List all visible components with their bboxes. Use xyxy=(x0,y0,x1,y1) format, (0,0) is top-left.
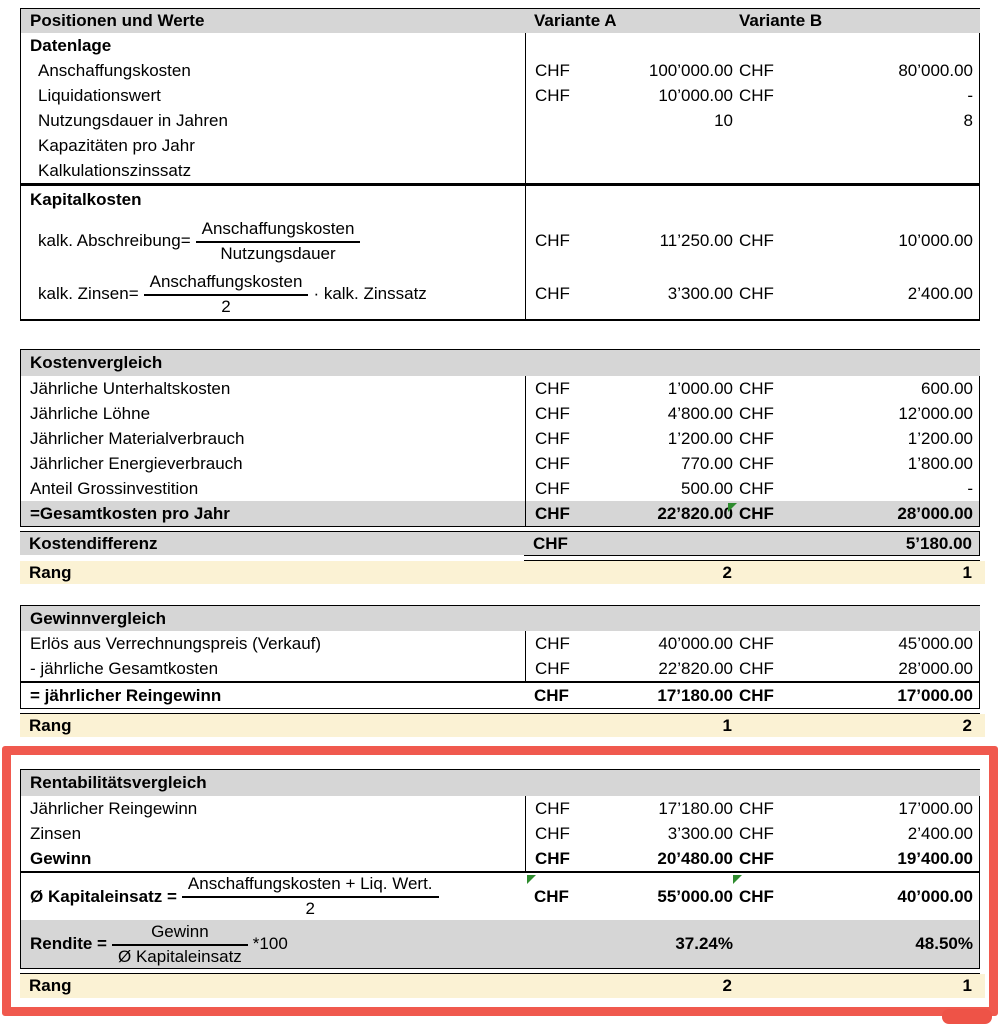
currency-a: CHF xyxy=(535,85,570,105)
formula-row-zinsen xyxy=(21,269,979,319)
total-row-reingewinn xyxy=(21,683,979,708)
value-a: 100’000.00 xyxy=(648,60,733,80)
formula-suffix: · kalk. Zinssatz xyxy=(313,284,427,303)
value-b: 5’180.00 xyxy=(905,533,972,553)
currency-b: CHF xyxy=(739,685,774,705)
currency-a: CHF xyxy=(535,60,570,80)
formula-label: Ø Kapitaleinsatz = xyxy=(30,886,177,906)
table-row xyxy=(21,796,979,821)
value-a: 22’820.00 xyxy=(658,658,733,678)
row-label: Jährlicher Reingewinn xyxy=(30,798,198,818)
value-b: 12’000.00 xyxy=(898,403,973,423)
currency-b: CHF xyxy=(739,848,774,868)
table-row xyxy=(21,108,979,133)
rentabilitaet-formula-rows xyxy=(20,873,980,968)
formula-suffix: *100 xyxy=(252,934,288,953)
value-a: 10’000.00 xyxy=(658,85,733,105)
currency-a: CHF xyxy=(535,658,570,678)
fraction-denominator: Ø Kapitaleinsatz xyxy=(118,946,242,966)
currency-a: CHF xyxy=(535,378,570,398)
value-b: 8 xyxy=(963,110,973,130)
value-b: 10’000.00 xyxy=(898,231,973,250)
value-b: 1’800.00 xyxy=(907,453,973,473)
currency-b: CHF xyxy=(739,403,774,423)
table-row xyxy=(21,821,979,846)
rang-b: 1 xyxy=(962,976,972,995)
value-b: 2’400.00 xyxy=(907,284,973,303)
section-title: Rentabilitätsvergleich xyxy=(21,770,980,796)
value-b: 40’000.00 xyxy=(897,886,973,906)
section-title: Gewinnvergleich xyxy=(21,606,980,631)
rang-row-gewinnvergleich xyxy=(20,714,985,737)
currency-a: CHF xyxy=(533,533,568,553)
fraction-numerator: Anschaffungskosten xyxy=(144,272,309,296)
total-row-gesamtkosten xyxy=(21,501,979,526)
row-label: Zinsen xyxy=(30,823,82,843)
value-a: 37.24% xyxy=(675,934,733,953)
currency-a: CHF xyxy=(535,633,570,653)
calculation-sheet xyxy=(20,8,980,998)
currency-a: CHF xyxy=(535,823,570,843)
row-label: Kalkulationszinssatz xyxy=(38,160,192,180)
row-label: Anschaffungskosten xyxy=(38,60,191,80)
currency-a: CHF xyxy=(534,886,569,906)
value-a: 11’250.00 xyxy=(659,231,733,250)
row-label: = jährlicher Reingewinn xyxy=(30,685,222,705)
section-gewinnvergleich-header xyxy=(20,606,980,631)
currency-b: CHF xyxy=(739,85,774,105)
fraction xyxy=(196,219,361,263)
row-label: Liquidationswert xyxy=(38,85,161,105)
currency-b: CHF xyxy=(739,428,774,448)
fraction-numerator: Anschaffungskosten xyxy=(196,219,361,243)
header-title: Positionen und Werte xyxy=(30,11,205,30)
section-title: Kostenvergleich xyxy=(21,350,980,376)
value-a: 17’180.00 xyxy=(657,685,733,705)
row-label: Jährlicher Energieverbrauch xyxy=(30,453,243,473)
section-title-row xyxy=(21,186,979,213)
cell-error-flag-icon xyxy=(728,503,737,512)
value-a: 10 xyxy=(714,110,733,130)
fraction-denominator: 2 xyxy=(305,899,315,918)
currency-b: CHF xyxy=(739,60,774,80)
row-label: Anteil Grossinvestition xyxy=(30,478,199,498)
value-b: 17’000.00 xyxy=(897,685,973,705)
fraction-numerator: Gewinn xyxy=(112,922,248,946)
currency-a: CHF xyxy=(535,848,570,868)
table-row xyxy=(21,476,979,501)
row-label: Nutzungsdauer in Jahren xyxy=(38,110,228,130)
formula-row-abschreibung xyxy=(21,213,979,269)
value-a: 20’480.00 xyxy=(657,848,733,868)
currency-b: CHF xyxy=(739,658,774,678)
fraction-denominator: 2 xyxy=(221,296,231,316)
formula-label: Rendite = xyxy=(30,934,107,953)
section-kostenvergleich-header xyxy=(20,350,980,376)
table-row xyxy=(21,158,979,183)
formula-label: kalk. Zinsen= xyxy=(38,284,139,303)
currency-b: CHF xyxy=(739,823,774,843)
section-title: Kapitalkosten xyxy=(30,189,142,209)
section-kapitalkosten xyxy=(20,186,980,319)
row-label: Kapazitäten pro Jahr xyxy=(38,135,195,155)
value-b: 17’000.00 xyxy=(898,798,973,818)
table-header-row xyxy=(20,8,980,33)
currency-b: CHF xyxy=(739,478,774,498)
value-b: 28’000.00 xyxy=(897,503,973,523)
value-b: 45’000.00 xyxy=(898,633,973,653)
currency-b: CHF xyxy=(739,503,774,523)
value-a: 1’200.00 xyxy=(667,428,733,448)
row-label: Rang xyxy=(29,562,72,582)
value-b: - xyxy=(967,85,973,105)
currency-a: CHF xyxy=(535,284,570,303)
cell-error-flag-icon xyxy=(733,875,742,884)
table-row xyxy=(21,376,979,401)
currency-a: CHF xyxy=(535,428,570,448)
row-label: Erlös aus Verrechnungspreis (Verkauf) xyxy=(30,633,322,653)
fraction-denominator: Nutzungsdauer xyxy=(220,243,336,263)
total-row-reingewinn-wrap xyxy=(20,683,980,708)
section-gewinnvergleich xyxy=(20,631,980,681)
value-b: 80’000.00 xyxy=(898,60,973,80)
fraction-numerator: Anschaffungskosten + Liq. Wert. xyxy=(182,874,439,898)
section-title: Datenlage xyxy=(30,35,112,55)
section-datenlage xyxy=(20,33,980,183)
value-b: 2’400.00 xyxy=(907,823,973,843)
fraction xyxy=(182,874,439,918)
currency-a: CHF xyxy=(534,685,569,705)
value-a: 4’800.00 xyxy=(667,403,733,423)
currency-b: CHF xyxy=(739,231,774,250)
table-row xyxy=(21,656,979,681)
currency-a: CHF xyxy=(535,478,570,498)
annotation-resize-handle[interactable] xyxy=(942,1009,992,1024)
table-row xyxy=(21,133,979,158)
row-label: Rang xyxy=(29,976,72,995)
value-a: 770.00 xyxy=(681,453,733,473)
value-a: 22’820.00 xyxy=(657,503,733,523)
rang-a: 1 xyxy=(722,715,732,735)
table-row xyxy=(21,58,979,83)
value-b: 28’000.00 xyxy=(898,658,973,678)
value-a: 500.00 xyxy=(681,478,733,498)
table-row xyxy=(21,631,979,656)
row-label: Rang xyxy=(29,715,72,735)
row-label: - jährliche Gesamtkosten xyxy=(30,658,219,678)
table-row xyxy=(21,83,979,108)
row-label: =Gesamtkosten pro Jahr xyxy=(30,503,230,523)
table-row xyxy=(21,401,979,426)
rang-b: 1 xyxy=(962,562,972,582)
header-variante-b: Variante B xyxy=(739,11,823,30)
row-kostendifferenz xyxy=(20,532,979,555)
value-a: 17’180.00 xyxy=(658,798,733,818)
cell-error-flag-icon xyxy=(527,875,536,884)
currency-a: CHF xyxy=(535,798,570,818)
header-variante-a: Variante A xyxy=(534,11,617,30)
value-a: 1’000.00 xyxy=(667,378,733,398)
row-label: Jährliche Unterhaltskosten xyxy=(30,378,231,398)
value-b: 19’400.00 xyxy=(897,848,973,868)
value-b: 600.00 xyxy=(921,378,973,398)
value-b: 48.50% xyxy=(915,934,973,953)
section-rentabilitaet xyxy=(20,796,980,871)
section-kostenvergleich xyxy=(20,376,980,526)
currency-b: CHF xyxy=(739,633,774,653)
fraction xyxy=(112,922,248,966)
value-b: 1’200.00 xyxy=(907,428,973,448)
currency-b: CHF xyxy=(739,886,774,906)
table-row xyxy=(21,451,979,476)
currency-b: CHF xyxy=(739,284,774,303)
value-a: 3’300.00 xyxy=(667,823,733,843)
formula-label: kalk. Abschreibung= xyxy=(38,231,191,250)
rang-b: 2 xyxy=(962,715,972,735)
currency-b: CHF xyxy=(739,378,774,398)
currency-a: CHF xyxy=(535,503,570,523)
rang-a: 2 xyxy=(722,976,732,995)
fraction xyxy=(144,272,309,316)
currency-a: CHF xyxy=(535,403,570,423)
row-kostendifferenz-wrap xyxy=(20,532,980,555)
formula-row-rendite xyxy=(21,920,979,968)
section-rentabilitaet-header xyxy=(20,770,980,796)
value-a: 3’300.00 xyxy=(667,284,733,303)
row-label: Gewinn xyxy=(30,848,92,868)
formula-row-kapitaleinsatz xyxy=(21,873,979,920)
currency-a: CHF xyxy=(535,231,570,250)
row-label: Kostendifferenz xyxy=(29,533,158,553)
currency-a: CHF xyxy=(535,453,570,473)
row-gewinn xyxy=(21,846,979,871)
rang-row-rentabilitaet xyxy=(20,974,985,998)
value-a: 40’000.00 xyxy=(658,633,733,653)
rang-row-kostenvergleich xyxy=(20,561,985,584)
row-label: Jährliche Löhne xyxy=(30,403,151,423)
currency-b: CHF xyxy=(739,798,774,818)
table-row xyxy=(21,426,979,451)
rang-a: 2 xyxy=(722,562,732,582)
value-b: - xyxy=(967,478,973,498)
value-a: 55’000.00 xyxy=(657,886,733,906)
currency-b: CHF xyxy=(739,453,774,473)
row-label: Jährlicher Materialverbrauch xyxy=(30,428,245,448)
section-title-row xyxy=(21,33,979,58)
